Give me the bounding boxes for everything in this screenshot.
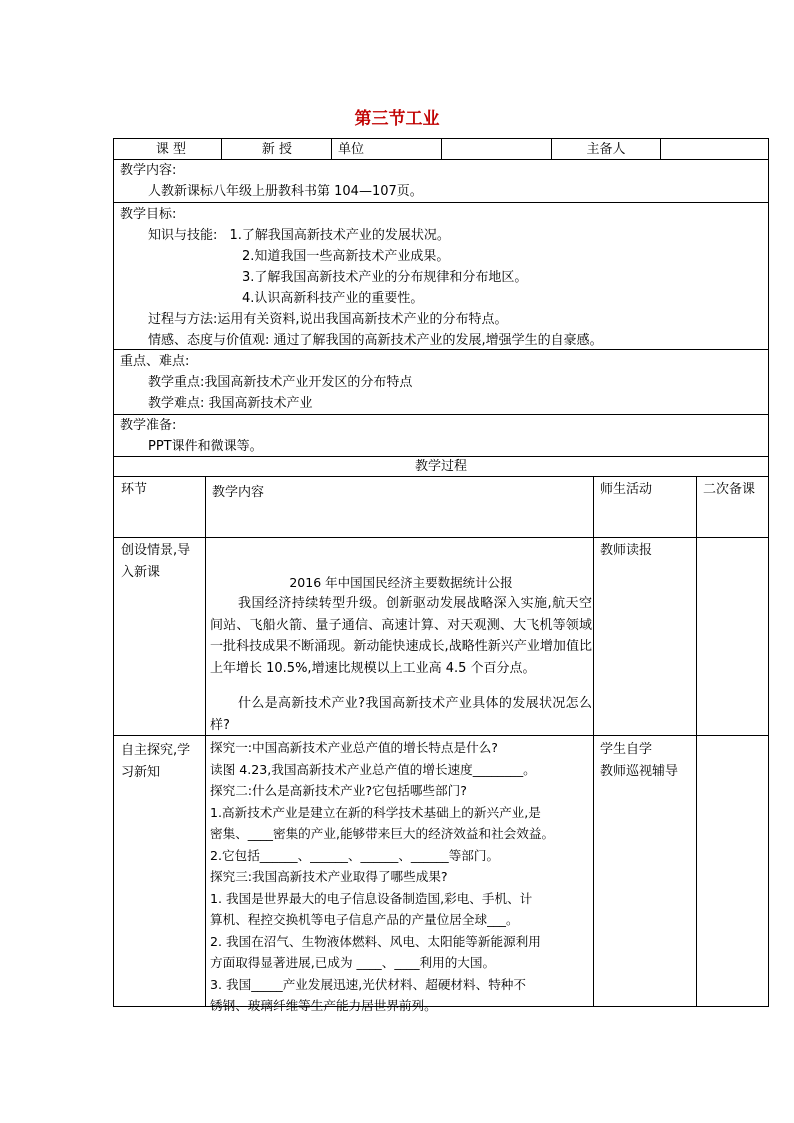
divider bbox=[114, 537, 768, 538]
stage-explore bbox=[121, 740, 205, 784]
stage-line: 习新知 bbox=[121, 765, 161, 780]
divider bbox=[205, 477, 206, 1006]
type-label: 课 型 bbox=[155, 142, 187, 157]
question-paragraph: 什么是高新技术产业?我国高新技术产业具体的发展状况怎么样? bbox=[210, 696, 592, 733]
objective-item: 1.了解我国高新技术产业的发展状况。 bbox=[229, 228, 450, 243]
content-line: 1.高新技术产业是建立在新的科学技术基础上的新兴产业,是 bbox=[210, 804, 541, 820]
column-header-stage: 环节 bbox=[121, 482, 148, 497]
content-line: 密集、____密集的产业,能够带来巨大的经济效益和社会效益。 bbox=[210, 826, 555, 841]
activity-intro: 教师读报 bbox=[600, 543, 653, 558]
divider bbox=[696, 477, 697, 1006]
activity-line: 学生自学 bbox=[600, 742, 653, 757]
explore-content bbox=[210, 737, 594, 1017]
divider bbox=[114, 202, 768, 203]
content-line: 3. 我国_____产业发展迅速,光伏材料、超硬材料、特种不 bbox=[210, 976, 526, 992]
knowledge-row bbox=[120, 225, 762, 246]
unit-label: 单位 bbox=[338, 142, 365, 157]
preparer-label: 主备人 bbox=[586, 142, 626, 157]
content-line: 探究二:什么是高新技术产业?它包括哪些部门? bbox=[210, 783, 467, 798]
content-line: 2. 我国在沼气、生物液体燃料、风电、太阳能等新能源利用 bbox=[210, 933, 541, 949]
objective-item: 4.认识高新科技产业的重要性。 bbox=[242, 291, 424, 306]
objective-item: 3.了解我国高新技术产业的分布规律和分布地区。 bbox=[242, 270, 528, 285]
stage-line: 自主探究,学 bbox=[121, 743, 191, 758]
process-objective: 过程与方法:运用有关资料,说出我国高新技术产业的分布特点。 bbox=[148, 312, 508, 327]
column-header-revision: 二次备课 bbox=[703, 482, 756, 497]
content-line: 读图 4.23,我国高新技术产业总产值的增长速度________。 bbox=[210, 761, 536, 777]
knowledge-label: 知识与技能: bbox=[148, 228, 218, 243]
stage-line: 入新课 bbox=[121, 565, 161, 580]
process-title: 教学过程 bbox=[414, 459, 467, 474]
divider bbox=[114, 349, 768, 350]
report-paragraph: 我国经济持续转型升级。创新驱动发展战略深入实施,航天空间站、飞船火箭、量子通信、高速计算、对天观测、大飞机等领域一批科技成果不断涌现。新动能快速成长,战略性新兴产业增加值比上年增长 10.5%,增速比规模以上工业高 4.5 个百分点。 bbox=[210, 596, 592, 676]
activity-explore bbox=[600, 739, 678, 783]
activity-line: 教师巡视辅导 bbox=[600, 764, 679, 779]
report-title: 2016 年中国国民经济主要数据统计公报 bbox=[289, 575, 513, 590]
content-text: 人教新课标八年级上册教科书第 104—107页。 bbox=[148, 184, 423, 199]
objective-item: 2.知道我国一些高新技术产业成果。 bbox=[242, 249, 450, 264]
stage-line: 创设情景,导 bbox=[121, 543, 191, 558]
column-header-content: 教学内容 bbox=[212, 485, 265, 500]
page-title: 第三节工业 bbox=[354, 109, 440, 129]
content-line: 算机、程控交换机等电子信息产品的产量位居全球___。 bbox=[210, 912, 519, 927]
unit-value bbox=[442, 139, 551, 160]
preparation-heading: 教学准备: bbox=[120, 418, 177, 433]
preparer-value bbox=[661, 139, 769, 160]
objectives-heading: 教学目标: bbox=[120, 207, 177, 222]
column-header-activity: 师生活动 bbox=[600, 482, 653, 497]
lesson-info-table bbox=[113, 138, 769, 477]
stage-intro bbox=[121, 540, 205, 584]
content-line: 2.它包括______、______、______、______等部门。 bbox=[210, 847, 500, 863]
keypoints-heading: 重点、难点: bbox=[120, 354, 190, 369]
emotion-objective: 情感、态度与价值观: 通过了解我国的高新技术产业的发展,增强学生的自豪感。 bbox=[148, 333, 603, 348]
content-line: 方面取得显著进展,已成为 ____、____利用的大国。 bbox=[210, 955, 496, 970]
content-line: 锈钢、玻璃纤维等生产能力居世界前列。 bbox=[210, 998, 437, 1013]
preparation-text: PPT课件和微课等。 bbox=[148, 439, 263, 454]
key-point: 教学重点:我国高新技术产业开发区的分布特点 bbox=[148, 375, 413, 390]
process-table bbox=[113, 476, 769, 1013]
content-line: 探究一:中国高新技术产业总产值的增长特点是什么? bbox=[210, 740, 498, 755]
content-heading: 教学内容: bbox=[120, 163, 177, 178]
content-line: 1. 我国是世界最大的电子信息设备制造国,彩电、手机、计 bbox=[210, 890, 533, 906]
content-line: 探究三:我国高新技术产业取得了哪些成果? bbox=[210, 869, 448, 884]
difficult-point: 教学难点: 我国高新技术产业 bbox=[148, 396, 313, 411]
type-value: 新 授 bbox=[261, 142, 293, 157]
